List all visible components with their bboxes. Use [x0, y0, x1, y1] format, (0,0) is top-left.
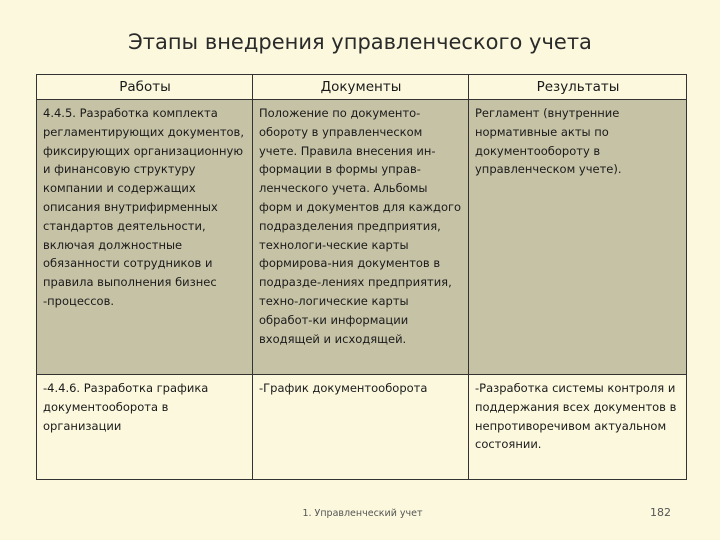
header-results: Результаты: [469, 75, 687, 100]
cell-results: -Разработка системы контроля и поддержания всех документов в непротиворечивом актуальном состоянии.: [469, 375, 687, 480]
page-number: 182: [650, 506, 671, 519]
cell-documents: Положение по документо-обороту в управленческом учете. Правила внесения ин-формации в формы управ-ленческого учета. Альбомы форм и документов для каждого подразделения предприятия, технологи-ческие карты формирова-ния документов в подразде-лениях предприятия, техно-логические карты обработ-ки информации входящей и исходящей.: [253, 100, 469, 375]
cell-documents: -График документооборота: [253, 375, 469, 480]
header-documents: Документы: [253, 75, 469, 100]
table-header-row: [37, 75, 687, 100]
header-works: Работы: [37, 75, 253, 100]
footer-label: 1. Управленческий учет: [302, 508, 423, 519]
page-title: Этапы внедрения управленческого учета: [128, 30, 592, 54]
stages-table: [36, 74, 687, 480]
cell-works: 4.4.5. Разработка комплекта регламентирующих документов, фиксирующих организационную и финансовую структуру компании и содержащих описания внутрифирменных стандартов деятельности, включая должностные обязанности сотрудников и правила выполнения бизнес -процессов.: [37, 100, 253, 375]
table-row: [37, 375, 687, 480]
table-row: [37, 100, 687, 375]
cell-results: Регламент (внутренние нормативные акты по документообороту в управленческом учете).: [469, 100, 687, 375]
cell-works: -4.4.6. Разработка графика документооборота в организации: [37, 375, 253, 480]
